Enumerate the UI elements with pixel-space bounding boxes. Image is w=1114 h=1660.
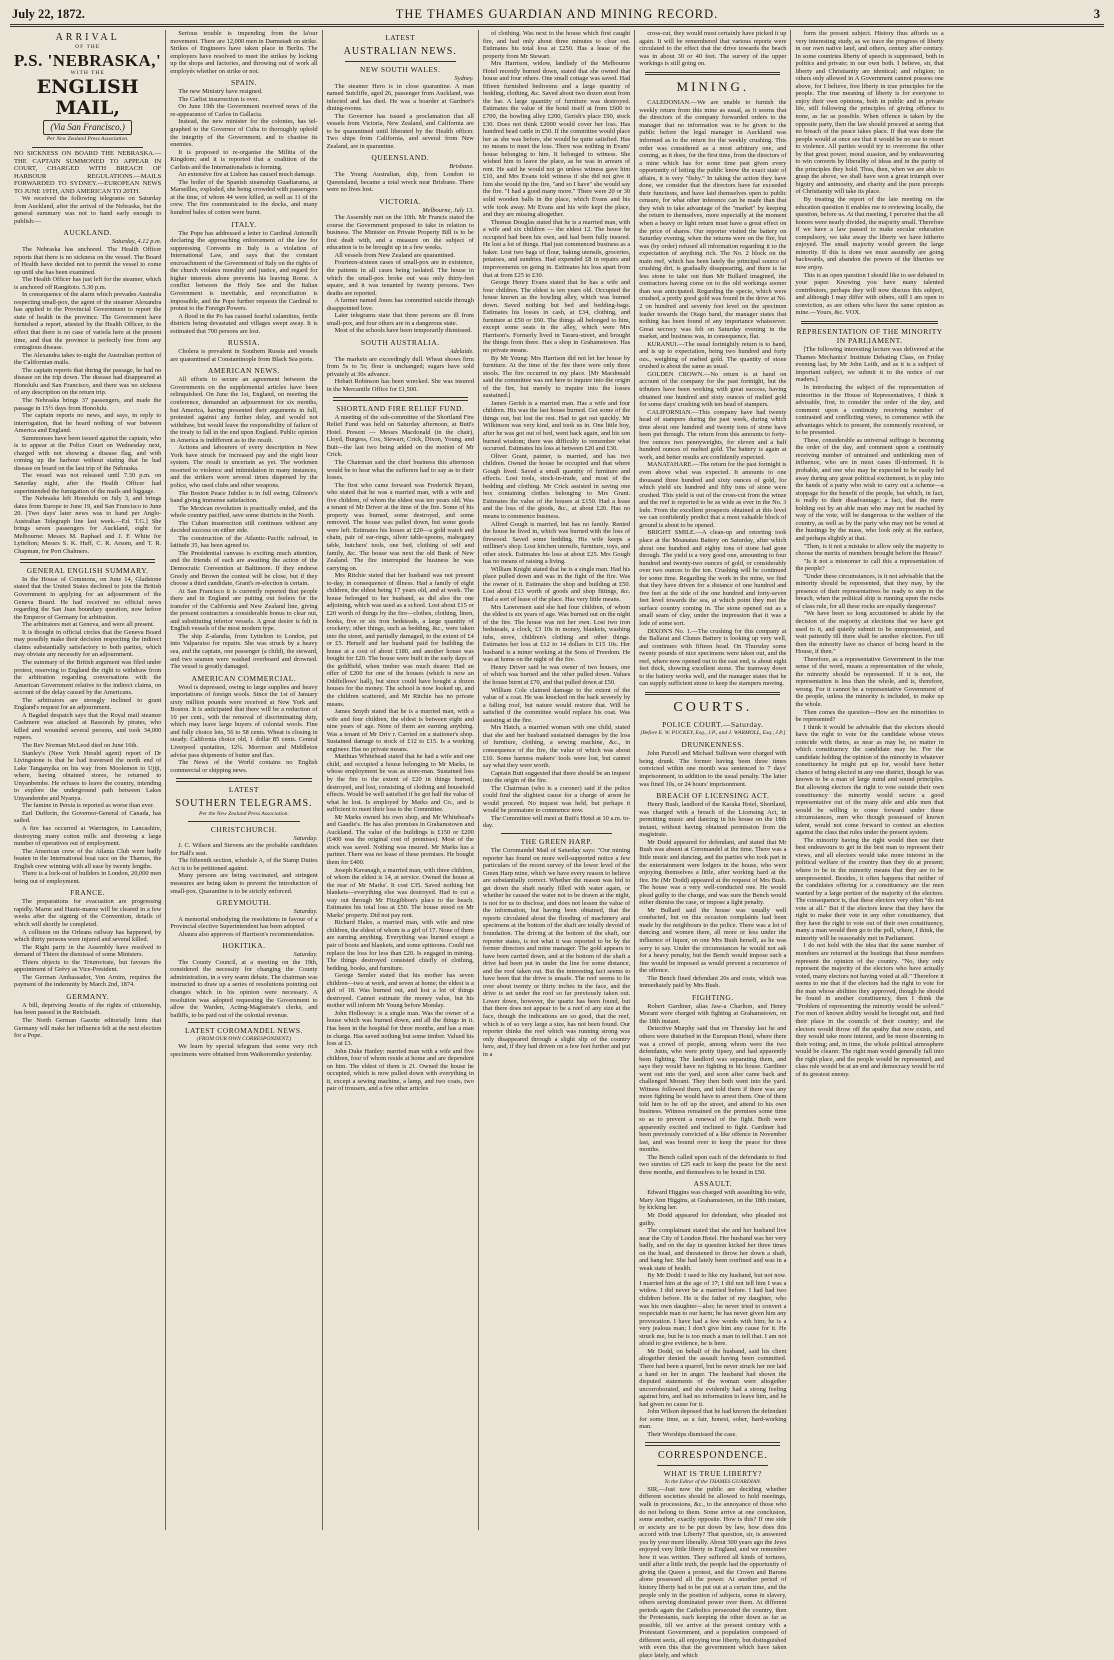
christchurch-dateline: Saturday. — [293, 834, 318, 842]
lecture-intro: [The following interesting lecture was delivered at the Thames Mechanics' Institute Debating Class, on Friday evening last, by Mr John Leith, and as it is a subject of important subject, we submit it to the notice of our readers.] — [795, 346, 944, 384]
divider — [657, 1465, 768, 1466]
auckland-paragraph: The captain reports no news, and says, in reply to interrogation, that he heard nothing of war between America and England. — [14, 412, 162, 435]
lecture-paragraph: "Is it not a misnomer to call this a representation of the people? — [795, 557, 944, 573]
southern-credit: Per the New Zealand Press Association. — [199, 810, 289, 817]
correspondence-title: CORRESPONDENCE. — [657, 1449, 768, 1461]
spain-paragraph: The new Ministry have resigned. — [178, 88, 263, 96]
france-paragraph: The Right party in the Assembly have resolved to demand of Thiers the dismissal of some Ministers. — [14, 943, 162, 959]
arrival-ship-name: P.S. 'NEBRASKA,' — [14, 51, 162, 70]
fire-relief-paragraph: A meeting of the sub-committee of the Shortland Fire Relief Fund was held on Saturday afternoon, at Butt's Hotel. Present — Messrs Macdonald (in the chair), Lloyd, Burgess, Cox, Stewart, Crick, Dixon, Young, and Butt—the last two being added on the motion of Mr Crick. — [326, 413, 474, 459]
south-australia-paragraph: Hobart Robinson has been wrecked. She was insured in the Mercantile Office for £1,500. — [326, 378, 474, 393]
mining-paragraph: KURANUI.—The usual fortnightly return is to hand, and is up to expectation, being two hundred and forty ozs., weighing of melted gold. The quantity of stone crushed is about the same as usual. — [639, 340, 787, 371]
letter-paragraph: By treating the report of the late meeting on the education question it enables me to reviewing locally, the question, before us. At that meeting, I perceive that the all honors were nearly divided, the majority small. Therefore if we have a law passed to make secular education compulsory, we take away the liberty we have hitherto enjoyed. The small majority would govern the large minority. If this is done we must assuredly are going backwards, and abandon the powers of the liberties we now enjoy. — [795, 196, 944, 271]
summary-paragraph: It is thought in official circles that the Geneva Board may possibly make their decision respecting the indirect claims substantially satisfactory to both parties, which may obviate any necessity for an adjournment. — [14, 628, 162, 659]
commercial-paragraph: Wool is depressed, owing to large supplies and heavy importations of foreign wools. Since the 1st of January sixty million pounds were received at New York and Boston. It is anticipated that there will be a reduction of 10 per cent., with the removal of discriminating duty, which may leave large buyers of colonial wools. Fine and fully choice lots, 56 to 58 cents. Wheat is closing in steady. California choice old, 1 dollar 85 cents. Central Liverpool quotation, 12¾. Morrison and Middleton advise pass shipments of butter and flax. — [170, 683, 318, 759]
fire-relief-paragraph: Matthias Whitehead stated that he had a wife and one child, and occupied a house belonging to Mr Marks, in whose employment he was as store-man. Sustained loss by the fire to the extent of £20 in things burned, destroyed, and lost, consisting of clothing and household effects. Would be well satisfied if he got half the value of what he lost. Is employed by Marks and Co., and is sufficient to meet their loss to the Committee. — [326, 753, 474, 814]
fire-relief-paragraph: Oliver Grant, painter, is married, and has two children. Owned the house he occupied and that where Gough lived. Saved a small quantity of furniture and effects. Lost tools, stock-in-trade, and most of the bedding and clothing. Mr Crick assisted in saving one box containing clothes belonging to Mrs Grant. Estimates the value of the houses at £150. Had a lease and the loss of the goods, &c., at about £20. Has no means to commence business. — [482, 452, 631, 520]
divider — [645, 692, 780, 696]
spain-title: SPAIN. — [231, 78, 257, 88]
france-paragraph: The German Ambassador, Von Arnim, requires the payment of the indemnity by March 2nd, 1874. — [14, 973, 162, 989]
arrival-of-the: OF THE — [75, 44, 101, 50]
mining-paragraph: GOLDEN CROWN.—No return is at hand on account of the company for the past fortnight, but the tributers have been working with great success, having obtained one hundred and sixty ounces of melted gold for some days' crushing with ten head of stampers. — [639, 370, 787, 409]
divider — [32, 147, 143, 148]
lecture-paragraph: Therefore, as a representative Government in the true sense of the word, means a representation of the whole, the minority should be represented. If it is not, the representation is less than the whole, and is, therefore, wrong. For it cannot be a representative Government of the people, unless the minority is included, to make up the whole. — [795, 655, 944, 708]
fire-relief-title: SHORTLAND FIRE RELIEF FUND. — [336, 403, 465, 413]
lecture-paragraph: "Then, is it not a mistake to allow only the majority to choose the merits of members brought before the House? — [795, 542, 944, 558]
american-paragraph: The Cuban insurrection still continues without any decided success on either side. — [170, 519, 318, 535]
mining-paragraph: CALEDONIAN.—We are unable to furnish the weekly return from this mine as usual, as it seems that the directors of the company forwarded orders to the manager that no information was to be given to the public before the legal manager in Auckland was informed as to the return for the weekly crushing. This order was considered as a most arbitrary one, and coming, as it does, for the first time, from the directors of a mine which has for some time past given every opportunity of letting the public know the exact state of affairs, it is very "fishy." In taking the action they have done, we consider that the directors have far exceeded their functions, and have laid themselves open to public censure, for what other inference can be made than that they wish to take advantage of the "market" by keeping the return to themselves, more especially at the moment when a heavy or light return must have a great effect on the price of shares. Our reporter visited the battery on Saturday evening, when the returns were on the fire, but was (by order) refused all information regarding it to the expectation of anything rich. The No. 2 block on the main reef, which has been lately the principal source of crushing dirt, is gradually disappearing, and there is far less stone to take out than Mr Bullard imagined, the contractors having come on to the old workings sooner than was anticipated. Regarding the specie, which were crushed, a pretty good gold was found in the drive at No. 2 on hundred and seventy feet level on the specimen leader towards the Otago band, the manager states that nothing has been found of any importance whatsoever. Great secrecy was felt on Saturday evening in the market, and business was, in consequence, flat. — [639, 99, 787, 341]
court-paragraph: Henry Bush, landlord of the Karaka Hotel, Shortland, was charged with a breach of the Licensing Act, in permitting music and dancing in his house on the 18th instant, without having obtained permission from the magistrate. — [639, 801, 787, 839]
victoria-paragraph: All vessels from New Zealand are quarantined. — [334, 251, 456, 259]
arrival-credit: Per New Zealand Press Association. — [46, 136, 129, 142]
column-4 — [479, 30, 635, 1530]
divider — [645, 1442, 780, 1446]
american-paragraph: The Presidential canvass is exciting much attention, and the friends of each are awaiting the action of the Democratic Convention at Baltimore. If they endorse Greely and Brown the contest will be close, but if they choose a third candidate, Grant's re-election is certain. — [170, 549, 318, 588]
greymouth-title: GREYMOUTH. — [216, 898, 272, 908]
italy-paragraph: The Pope has addressed a letter to Cardinal Antonelli declaring the approaching enforcement of the law for suppressing Convents in Italy is a violation of International Law, and says that the constant encroachment of the Government of Italy on the rights of the church violates morality and justice, and regard for higher interests alone prevents his leaving Rome. A conflict between the Holy See and the Italian Government is inevitable, and reconciliation is impossible, and the Pope further requests the Cardinal to protest to the Foreign Powers. — [170, 229, 318, 313]
victoria-title: VICTORIA. — [379, 196, 422, 206]
summary-paragraph: A fire has occurred at Warrington, in Lancashire, destroying many cotton mills and throwing a large number of operatives out of employment. — [14, 824, 162, 848]
summary-paragraph: Stanley's (New York Herald agent) report of Dr Livingstone is that he had traversed the north end of Lake Tanganyika on his way from Moolemon to Ujiji, where, having obtained stores, he returned to Unyanbembe. He refuses to leave the country, intending to explore the underground path between Lakes Unyandembe and Nyanya. — [14, 749, 162, 802]
lecture-paragraph: In introducing the subject of the representation of minorities in the House of Representatives, I think it advisable, first, to consider the order of the day, and comment upon a continuity receiving number of contrasted and conflicting views, to commence with the advantages which to present, the commonly received, or to be presented. — [795, 384, 944, 437]
mining-paragraph: MANATAHARE.—The return for the past fortnight is even above what was expected. It amounts to one thousand three hundred and sixty ounces of gold, for which yield six hundred and fifty tons of stone were crushed. This yield is out of the cross-cut from the winze and the reef is reported to be as wide as ever in the No. 3 lode. From the excellent prospects obtained at this level we can confidently predict that a most valuable block of ground is about to be opened. — [639, 461, 787, 529]
assault-title: ASSAULT. — [693, 1179, 733, 1189]
fire-relief-paragraph: The first who came forward was Frederick Bryant, who stated that he was a married man, with a wife and five children, of whom the eldest was ten years old. Was a tenant of Mr Driver at the time of the fire. Some of his property was burned, some destroyed, and some removed. The house was pulled down, but some goods were left. Estimates his losses at £20—a gold watch and chain, pair of ear-rings, silver table-spoons, mahogany table, butchers' tools, one bed, clothing of self and family, &c. The house was next the old Bank of New Zealand. The fire interrupted the business he was carrying on. — [326, 481, 474, 572]
court-paragraph: Mr Dodd appeared for defendant, and stated that Mr Bush was absent at Coromandel at the time. There was a little music and dancing, and the parties who took part in the entertainment were lodgers in the house, who were enjoying themselves a little, after working hard at the fire. He (Mr Dodd) appeared at the request of Mrs Bush. The house was a very well-conducted one. He would plead guilty to the charge, and was sure the Bench would either dismiss the case, or impose a light penalty. — [639, 838, 787, 907]
lecture-paragraph: I do not hold with the idea that the same number of members are returned at the hustings that these members represent the opinion of the country. "No, they only represent the majority of the electors who have actually voted, many electors not having voted at all." Therefore it seems to me that if the electors had the right to vote for the man whose abilities they approved, though he should be found in another constituency, then I think the "Problem of representing the minority would be solved." For men of known ability would be brought out, and find their place in the councils of their country; and the electors would throw off the apathy that now exists, and they would take more interest, and be more discerning in their voting; and, in time, the whole political atmosphere would be clearer. The right man would generally fall into the right place, and the people would be represented, and class rule would be at an end and democracy would be rid of its greatest enemy. — [795, 942, 944, 1078]
american-paragraph: All efforts to secure an agreement between the Governments on the supplemental articles have been relinquished. On June the 1st, England, on meeting the conference, demanded an adjournment for six months, but America, having presented their arguments in full, protested against any further delay, and would not withdraw, but would leave the responsibility of failure of the treaty to fall in the end upon England. Public opinion in America is indifferent as to the result. — [170, 376, 318, 444]
greymouth-paragraph: Ahaura also approves of Harrison's recommendation. — [178, 930, 315, 938]
courts-title: COURTS. — [673, 700, 753, 716]
auckland-paragraph: In consequence of the alarm which prevades Australia respecting small-pox, the agent of the steamer Alexandra has applied to the Provincial Government to report the state of health in the province. The Government have furnished a report, attested by the Health Officer, to the effect that there is no case of variola here at the present time, and that the province is perfectly free from any contagious disease. — [14, 291, 162, 352]
fire-relief-paragraph: Captain Butt suggested that there should be an inquest into the origin of the fire. — [482, 769, 631, 785]
south-australia-paragraph: The markets are exceedingly dull. Wheat shows firm from 5s to 5s; flour is unchanged; sugars have sold privately at 30s advance. — [326, 355, 474, 378]
column-3 — [323, 30, 479, 1530]
lecture-paragraph: These, considerable as universal suffrage is becoming the order of the day, and comment upon a continuity receiving number of untrained and unthinking men of influence, who are in most cases ill-informed. It is probable, and one who may be expected to be easily led away during any great political excitement, is to play into the hands of a party who wish to carry out a scheme—a stoppage for the benefit of the people, but which, in fact, is really to their disadvantage; a fact, that the mere holding out by an able man who may not be reached by way of the vote, will be dangerous to the welfare of the country, as well as by the party who may not be voted at the hustings by the mass, who look only at the surface, and perhaps slightly at that. — [795, 436, 944, 542]
latest-label: LATEST — [228, 784, 259, 794]
auckland-paragraph: The Nebraska brings 37 passengers, and made the passage in 15½ days from Honolulu. — [14, 396, 162, 412]
court-paragraph: Mr Dodd appeared for defendant, who pleaded not guilty. — [639, 1212, 787, 1227]
south-australia-dateline: Adelaide. — [449, 347, 474, 355]
nsw-paragraph: The Governor has issued a proclamation that all vessels from Victoria, New Zealand, and California are to be quarantined until liberated by the Health officer. Two ships from California, and several from New Zealand, are in quarantine. — [326, 112, 474, 150]
fire-relief-paragraph: The Chairman (who is a coroner) said if the police could find the slightest cause for a charge of arson he would proceed. No inquest was held, but perhaps it would be premature to commence now. — [482, 784, 631, 815]
issue-date: July 22, 1872. — [12, 7, 85, 21]
summary-paragraph: There is a lock-out of builders in London, 20,000 men being out of employment. — [14, 870, 162, 885]
hokitika-title: HOKITIKA. — [222, 941, 266, 951]
divider — [333, 397, 468, 401]
summary-paragraph: A Bagdad despatch says that the Royal mail steamer Cashmere was attacked at Bassorah by pirates, who killed and wounded several persons, and took 34,000 rupees. — [14, 711, 162, 742]
english-summary-title: GENERAL ENGLISH SUMMARY. — [26, 565, 149, 575]
france-paragraph: A collision on the Orleans railway has happened, by which thirty persons were injured and several killed. — [14, 928, 162, 944]
summary-paragraph: The arbitrators are strongly inclined to grant England's request for an adjournment. — [14, 696, 162, 712]
divider — [176, 778, 311, 782]
columns — [10, 30, 1104, 1659]
fire-relief-paragraph: John Duke Hanley: married man with a wife and five children, four of whom reside at home and are dependent on him. The eldest of them is 21. Owned the house he occupied, which is now pulled down with everything in it, except a sewing machine, a lamp, and two coats, two pair of trousers, and a few other articles — [326, 1047, 474, 1093]
auckland-paragraph: The Nebraska left Honolulu on July 3, and brings dates from Europe to June 19, and San Francisco to June 20. [Two days' later news was to hand per Anglo-Australian Telegraph line last week.—Ed. T.G.] She brings seven passengers for Auckland, eight for Melbourne: Messrs M. Raphael and J. F. White for Lyttelton; Messrs S. K. Huff, C. R. Arsom, and T. R. Chapman, for Port Chalmers. — [14, 495, 162, 555]
fire-relief-paragraph: Mrs Harrison, widow, landlady of the Melbourne Hotel recently burned down, stated that she owned that house and four others. One small cottage was saved. Had fifteen furnished bedrooms and a large quantity of bedding, clothing, &c. Saved about two dozen stout from the bar. A large quantity of furniture was destroyed. Estimates the value of the hotel itself at from £600 to £700, the bowling alley £200, Gerish's place £90, stock £30. Does not think £2000 would cover her loss. Has hundred head cattle in £50. If the committee would place her as she was before, she would be quite satisfied. Has no means to meet the loss. There was nothing in Evans' house belonging to him. It belonged to witness. She wished him to leave the place, as he was in arrears of rent. He said he would not go unless witness gave him £10, and Mrs Evans told witness if she did not give it him she would tip the fire, "and so I have" she would say the fire. "I had a good many more." There were 20 or 30 solid wooden balls in the place, which Evans and his wife took away. Mr Evans and his wife kept the place, and they are missing altogether. — [482, 60, 631, 219]
american-paragraph: The Boston Peace Jubilee is in full swing, Gilmore's band giving immense satisfaction. — [170, 489, 318, 505]
spain-paragraph: The Carlist insurrection is over. — [178, 95, 260, 103]
arrival-with-the: WITH THE — [70, 70, 105, 76]
fire-relief-paragraph: Mrs Ritchie stated that her husband was not present to-day, in consequence of illness. Had a family of eight children, the eldest being 17 years old, and at work. The house belonged to her husband, as did also the one adjoining, which was used as a school. Lost about £15 or £20 worth of things by the fire—clothes, clothing, linen, books, five or six iron bedsteads, a large quantity of crockery; other things, such as bedding, &c., were taken into the street, and partially damaged, to the extent of £4 or £5. Herself and her husband paid for building the house at a cost of about £180, and another house was bought for £20. The house were built in the early days of the goldfield, when timber was much dearer. Had an offer of £200 for one of the houses (which is now an Oddfellows' hall), but since could have bought a dozen houses for the money. The school is now looked up, and the children scattered, and Mr Ritchie has no private means. — [326, 572, 474, 708]
spain-paragraph: The boiler of the Spanish steamship Guadiarama, at Marseilles, exploded, she being crowded with passengers at the time, of whom 44 were killed, as well as 11 of the crew. The fire communicated to the docks, and many hundred bales of cotton were burnt. — [170, 178, 318, 217]
coromandel-news-title: LATEST COROMANDEL NEWS. — [184, 1026, 303, 1036]
column-1 — [10, 30, 166, 1530]
christchurch-paragraph: The fifteenth section, schedule A, of the Stamp Duties Act is to be petitioned against. — [170, 857, 318, 872]
south-australia-title: SOUTH AUSTRALIA. — [360, 337, 440, 347]
summary-paragraph: The summary of the British argument was filed under protest, reserving to England the right to withdraw from the arbitration regarding conversations with the American Government relative to the indirect claims, on account of the delay caused by the Americans. — [14, 658, 162, 697]
american-news-title: AMERICAN NEWS. — [207, 366, 280, 376]
masthead — [10, 6, 1104, 25]
germany-paragraph: A bill, depriving Jesuits of the rights of citizenship, has been passed in the Reichstadt. — [14, 1001, 162, 1017]
auckland-dateline: Saturday, 4.12 p.m. — [111, 238, 162, 246]
christchurch-paragraph: J. C. Wilson and Stevens are the probable candidates for Hall's seat. — [170, 842, 318, 857]
spain-paragraph: It is proposed to re-organise the Militia of the Kingdom; and it is reported that a coalition of the Carlists and the Internationalists is forming. — [170, 148, 318, 171]
police-court-before: [Before E. W. PUCKEY, Esq., J.P., and J. WARMOLL, Esq., J.P.] — [640, 730, 786, 737]
summary-paragraph: The Rev Norman McLeod died on June 16th. — [22, 741, 139, 749]
column-2 — [166, 30, 322, 1530]
coromandel-paragraph: We learn by special telegram that some very rich specimens were obtained from Waikoromiko yesterday. — [170, 1043, 318, 1058]
arrival-header — [14, 32, 161, 143]
column-5 — [635, 30, 791, 1659]
fire-relief-paragraph: Mrs Lawrensen said she had four children, of whom the eldest is six years of age. Was burned out on the night of the fire. The house was not her own. Lost two iron bedsteads, a clock, £3 10s in money, blankets, washing tubs, stove, children's clothing and other things. Estimates her loss at £12 to 14 dollars to £15 10s. Her husband is a miner working at the Sons of Freedom. He was at home on the night of the fire. — [482, 603, 631, 664]
green-harp-paragraph: cross-cut, they would most certainly have picked it up again. It will be remembered that various reports were circulated to the effect that the drive towards the beach was in about 30 or 40 feet. The survey of the upper workings is still going on. — [639, 30, 787, 68]
fire-relief-paragraph: Thomas Douglas stated that he is a married man, with a wife and six children — the eldest 12. The house he occupied had been his own, and had been fully insured. He lost a lot of things. Had just commenced business as a baker. Lost two bags of flour, baking utensils, groceries, potatoes, and sundries. Had expended £8 in repairs and improvements on going in. Estimates his loss apart from that at from £25 to £30. — [482, 218, 631, 279]
american-paragraph: Actions and labourers of every description in New York have struck for increased pay and the eight hour system. The result is uncertain as yet. The workmen resorted to violence and intimidation in many instances, and the strikers were several times dispersed by the police, who used clubs and other weapons. — [170, 444, 318, 489]
russia-title: RUSSIA. — [227, 338, 260, 348]
auckland-paragraph: The Alexandra takes to-night the Australian portion of the Californian mails. — [14, 351, 162, 367]
american-paragraph: The Mexican revolution is practically ended, and the whole country pacified, save some districts in the North. — [170, 504, 318, 520]
fire-relief-paragraph: George Henry Evans stated that he has a wife and four children. The eldest is ten years old. Occupied the house known as the bowling alley, which was burned down. Saved nothing but bed and bedding-bags. Estimates his losses in cash, at £34, clothing, and furniture at £50 or £60. The things all belonged to him, except some seats in the alley, which were Mrs Harrison's. Formerly lived in Tararu-street, and brought the things from there. Has a shop in Grahamstown. Has no private means. — [482, 279, 631, 354]
fire-relief-paragraph: The Chairman said the chief business this afternoon would be to hear what the sufferers had to say as to their losses. — [326, 459, 474, 482]
fire-relief-paragraph: Alfred Gough is married, but has no family. Rented the house he lived in, which was burned with the loss of firewood. Saved some bedding. His wife keeps a milliner's shop. Lost kitchen utensils, furniture, toys, and other stock. Estimates his loss at about £25. Mrs Gough has no means of raising a living. — [482, 520, 631, 566]
letter-paragraph: form the present subject. History thus affords us a very interesting study, as we trace the progress of liberty in our own native land, and others, century after century. In some countries liberty of speech is suppressed, both in politics and private; in our own both. I believe, sir, that liberty and Christianity are identical; and religion; in others only allowed in A Government cannot possess one above, for I believe, free liberty in true principles for the people. The true meaning of liberty is for everyone to enjoy their own opinions, both in public and in private life, still following the principles of giving offence to none, as far as possible. When offence is taken by the opposite party, then the law should proceed at seeing that no breach of the peace takes place. If that was done the people would at once see that it would be no use to resort to violence. All parties would try to overcome the other by that great power, moral suasion, and by endeavouring to win converts by liberality of ideas and in the purity of the principles they hold. Thus, then, when we are able to grasp the above, we shall have won a great triumph over bigotry and animosity, and charity and the pure precepts of Christianity will take its place. — [795, 30, 944, 196]
divider — [188, 821, 299, 822]
lecture-paragraph: Then comes the question—How are the minorities to be represented? — [795, 708, 944, 724]
summary-paragraph: The famine in Persia is reported as worse than ever. — [22, 802, 155, 810]
page-number: 3 — [1093, 7, 1100, 21]
summary-paragraph: The arbitrators met at Geneva, and were all present. — [22, 621, 155, 629]
fire-relief-paragraph: By Mr Young: Mrs Harrison did not let her house by furniture. At the time of the fire there were only three stools. The fire occurred in my place. [Mr Macdonald said the committee was not here to inquire into the origin of the fire, but merely to inquire into the losses sustained.] — [482, 354, 631, 400]
arrival-headline: NO SICKNESS ON BOARD THE NEBRASKA.—THE CAPTAIN SUMMONED TO APPEAR IN COURT, CHARGED WITH BREACH OF HARBOUR REGULATIONS.—MAILS FORWARDED TO SYDNEY.—EUROPEAN NEWS TO JUNE 19TH, AND AMERICAN TO 20TH. — [14, 150, 162, 195]
fire-relief-paragraph: George Semler stated that his mother has seven children—two at work, and seven at home; the eldest is a girl of 18. Was burned out, and lost a lot of things destroyed. Cannot estimate the money value, but his mother will inform Mr Young before Monday. — [326, 972, 474, 1010]
green-harp-paragraph: The Coromandel Mail of Saturday says: "Our mining reporter has found on more well-supported notice a few particulars of the recent survey of the lower level of the Green Harp mine, which we have every reason to believe are substantially correct. Whether the reason was bid to get down the shaft nearly filled with water again, or whether he caused the water not to be drawn at the night, is not for us to disclose, and does not lessen the value of the information, but having been obtained, that the reports circulated about the flooding of machinery and specimens at the bottom of the shaft are totally devoid of foundation. The driving at the bottom of the shaft, our reporter states, is not what it was reported to be by the former directors and mine manager. The gold appears to have been carried down, and at the bottom of the shaft a drive had been put in under the line for some distance, and the roof taken out. But the interesting fact seems to have been that the drive is unsafe. The reef seems to lie over about twenty or thirty inches in the face, and the drive is set under the roof so far previously taken out. Lower down, however, the quartz has been found, but that there does not appear to be a reef of any size at the face, though the indications are so good, that the reef, which is of so very large a size, has not been found. Our reporter thinks the reef which was running strong was only disappeared through a slight slip of the country here, and, if they had driven on a few feet further and put in a — [482, 846, 631, 1058]
court-paragraph: Robert Gardiner, alias Jaw-a Charlton, and Henry Morant were charged with fighting at Grahamstown, on the 18th instant. — [639, 1002, 787, 1025]
true-liberty-title: WHAT IS TRUE LIBERTY? — [663, 1468, 762, 1478]
coromandel-credit: (FROM OUR OWN CORRESPONDENT.) — [196, 1036, 292, 1043]
masthead-rule — [10, 26, 1104, 27]
divider — [345, 61, 456, 62]
fire-relief-paragraph: James Gerish is a married man. Has a wife and four children. His was the last house burned. Got some of the things out, but lost the rest. Had to get out quickly. Mr Wilkinson was very kind, and took us in. One little boy, after he was got out of bed, went back again, and his son burned wisdom; there was difficulty to remember what occurred. Estimates his loss at between £20 and £30. — [482, 399, 631, 453]
greymouth-paragraph: A memorial embodying the resolutions in favour of a Provincial elective Superintendent has been adopted. — [170, 915, 318, 931]
france-paragraph: Thiers objects to the Triumvirate, but favours the appointment of Grévy as Vice-President. — [14, 958, 162, 974]
american-paragraph: At San Francisco it is currently reported that people there and in England are putting out feelers for the transfer of the California and New Zealand line, giving the present contractors a considerable bonus to clear out, and substituting inferior vessels. A great desire is felt in English vessels of the most modern type. — [170, 587, 318, 633]
court-paragraph: Mr Dodd, on behalf of the husband, said his client altogether denied the assault having been committed. There had been a quarrel, but he never struck her nor laid a hand on her in anger. The husband had shown the disputed statements of the woman were altogether uncorroborated, and she evidently had a strong feeling against him, and had no information to leave him, and he had given no cause for it. — [639, 1347, 787, 1408]
divider — [801, 321, 937, 325]
green-harp-title: THE GREEN HARP. — [520, 836, 593, 846]
column-6 — [791, 30, 947, 1530]
lecture-paragraph: "We have been so long accustomed to abide by the decision of the majority at elections that we have got used to it, and quietly submit to be unrepresented, and wait patiently till there shall be another election. For till then the minority have no chance of being heard in the House, if then." — [795, 610, 944, 656]
auckland-paragraph: Summonses have been issued against the captain, who is to appear at the Police Court on Wednesday next, charged with not showing a disease flag, and with coming up the harbour without stating that he had disease on board on the last trip of the Nebraska. — [14, 434, 162, 472]
court-paragraph: John Wilson deposed that he had known the defendant for some time, as a fair, honest, sober, hard-working man. — [639, 1408, 787, 1431]
drunkenness-title: DRUNKENNESS. — [681, 740, 745, 750]
divider — [20, 559, 155, 563]
queensland-title: QUEENSLAND. — [371, 153, 430, 163]
court-paragraph: The complainant stated that she and her husband live near the City of London Hotel. Her husband was her very badly, and on the day in question kicked her three times on the head, and threatened to throw her down a shaft, and hang her. She had lately been confined and was in a weak state of health. — [639, 1227, 787, 1272]
christchurch-title: CHRISTCHURCH. — [210, 824, 278, 834]
nsw-title: NEW SOUTH WALES. — [360, 65, 441, 74]
court-paragraph: Detective Murphy said that on Thursday last he and others were disturbed in the European Hotel, where there was a crowd of people, among whom were the two defendants, who were pretty tipsey, and had apparently been fighting. The landlord was separating them, and says they would have no fighting in his house. Gardiner went out into the yard, and soon after came back and challenged Morant. They then both went into the yard. Witness followed them, and told them if there was any more fighting he would have to arrest them. One of them told him to be off up the street, and attend to his own business. Witness remained on the premises some time so as to prevent a renewal of the fight. Both were apparently excited and inclined to fight. Gardiner had been previously convicted of a like offence in November last, and was bound over to keep the peace for three months. — [639, 1025, 787, 1154]
auckland-paragraph: The Health Officer has just left for the steamer, which is anchored off Rangitoto. 5.30 p.m. — [14, 276, 162, 291]
fire-relief-paragraph: The Committee will meet at Butt's Hotel at 10 a.m. to-day. — [482, 814, 631, 830]
arrival-mail: ENGLISH MAIL, — [36, 76, 139, 119]
fire-relief-paragraph: Joseph Kavanagh, a married man, with three children, of whom the eldest is 14, at service. Owned the house at the rear of Mr Marks'. It cost £35. Saved nothing but blankets—everything else was destroyed. Had to cut a way out through Mr Fitzgibbon's place to the beach. Estimates his total loss at £50. The house stood on Mr Marks' property. Did not pay rent. — [326, 866, 474, 919]
court-paragraph: Mr Bullard said the house was usually well conducted, but on this occasion complaints had been made by the neighbours to the police. There was a lot of dancing and women there, all more or less under the influence of liquor, on one Mrs Bush herself, as he was sorry to say. Under the circumstances he would not ask for a heavy penalty, but the Bench would impose such a fine would be imposed as would prevent a recurrence of the offence. — [639, 906, 787, 975]
france-paragraph: The preparations for evacuation are progressing rapidly. Marne and Haute-marne will be cleared in a few weeks after the signing of the Convention, details of which will shortly be completed. — [14, 898, 162, 928]
mining-paragraph: BRIGHT SMILE.—A clean-up and retorting took place at the Moanatau Battery on Saturday, after which about one hundred and eighty tons of stone had gone through. The yield is a very good one, amounting to four hundred and twenty-two ounces of gold, or considerably over two ounces to the ton. Crushing will be continued for some time. Regarding the work in the mine, we find that they have driven for a distance of one hundred and five feet at the side of the one hundred and forty-seven feet level towards the sea, at which point they met the surface country coming in. The stone opened out as a small seam of clay, under the impression that it was a lode of some sort. — [639, 529, 787, 627]
latest-label: LATEST — [385, 33, 416, 42]
spain-paragraph: On June 19th the Government received news of the re-appearance of Carlos in Gallacia. — [170, 103, 318, 118]
nsw-paragraph: The steamer Hero is in close quarantine. A man named Sutcliffe, aged 26, passenger from Auckland, was infected and has died. He was a boarder at Gardner's dining-rooms. — [326, 82, 474, 113]
fire-relief-paragraph: Henry Driver said he was owner of two houses, one of which was burned and the other pulled down. Values the house burnt at £70, and that pulled down at £50. — [482, 663, 631, 687]
fire-relief-paragraph: Mr Marks owned his own shop, and Mr Whitehead's and Gaudie's. He has also premises in Grahamstown and Auckland. The value of the buildings is £150 or £200 (£400 was the original cost of premises). Most of the stock was saved. Nothing was insured. Mr Marks has a partner. There was no lease of these premises. He bought them for £400. — [326, 813, 474, 866]
police-court-title: POLICE COURT.—Saturday. — [662, 720, 764, 730]
victoria-paragraph: A farmer named Jones has committed suicide through disappointed love. — [326, 297, 474, 312]
greymouth-dateline: Saturday. — [293, 908, 318, 916]
italy-title: ITALY. — [231, 219, 257, 229]
american-commercial-title: AMERICAN COMMERCIAL. — [191, 673, 297, 683]
victoria-dateline: Melbourne, July 13. — [422, 206, 474, 214]
letter-paragraph: SIR,—Just now the public are deciding whether different societies should be allowed to hold meetings, walk in processions, &c., to the annoyance of those who do not belong to them. Some arrive at one conclusion, some another, exactly opposite. How is this? If one side or society are to be put down by law, how does this accord with true Liberty? That question, sir, is answered yea by your more liberally. About 300 years ago the Jews enjoyed very little liberty in England, and we remember how it was written. They suffered all kinds of tortures, until after a little truth, the people had the opportunity of giving the Queen a protest, and the Crown and Barons alone possessed all the power. At another period of history liberty had to be put out at a certain time, and the people only in the position of subjects, some in slavery, others serving dominated power over them. At different periods again the Catholics persecuted the country, then the Protestants, each keeping the other down as far as possible, till we arrive at the present century with a Protestant Government, and a population composed of different sects, all enjoying true liberty, but distinguished with even this that the government which have taken place lately, and which — [639, 1485, 787, 1659]
commercial-paragraph: The News of the World contains no English commercial or shipping news. — [170, 759, 318, 774]
victoria-paragraph: The Assembly met on the 10th. Mr Francis stated the course the Government proposed to take in relation to business. The Minister on Private Property Bill is to be first dealt with, and a measure on the subject of education is to be brought up in a few weeks. — [326, 214, 474, 252]
divider — [188, 1022, 299, 1023]
representation-title: REPRESENTATION OF THE MINORITY IN PARLIAMENT. — [796, 327, 943, 346]
court-paragraph: Edward Higgins was charged with assaulting his wife, Mary Ann Higgins, at Grahamstown, on the 18th instant, by kicking her. — [639, 1189, 787, 1212]
nsw-dateline: Sydney. — [454, 75, 474, 82]
france-title: FRANCE. — [70, 888, 106, 898]
germany-title: GERMANY. — [66, 991, 110, 1001]
fire-relief-paragraph: William Cole claimed damage to the extent of the value of a coat. He was knocked on the back severely by a falling roof, but nature would restore that. Will be satisfied if the committee would replace his coat. Was assisting at the fire. — [482, 686, 631, 724]
american-paragraph: The construction of the Atlantic-Pacific railroad, in latitude 35, has been agreed to. — [170, 534, 318, 550]
lecture-paragraph: "Under these circumstances, is it not advisable that the minority should be represented, that they may, by the presence of their representatives be ready to step in the breach, when the political ship is running upon the rocks of class rule, for all these rocks are equally dangerous? — [795, 572, 944, 610]
italy-paragraph: A flood in the Po has caused fearful calamities, fertile districts being devastated and villages swept away. It is estimated that 700 persons are lost. — [170, 312, 318, 335]
hokitika-dateline: Saturday. — [293, 951, 318, 959]
letter-paragraph: This is an open question I should like to see debated in your paper. Knowing you have many talented contributors, perhaps they will now discuss this subject, and although I may differ with others, still I am open to conviction, as are others who have the same opinion as mine.—Yours, &c. VOX. — [795, 271, 944, 317]
american-paragraph: The ship Z-alandia, from Lyttelton to London, put into Valparaiso for repairs. She was struck by a heavy sea, and the captain, one passenger (a child), the steward, and two seamen were washed overboard and drowned. The vessel is greatly damaged. — [170, 632, 318, 671]
christchurch-paragraph: Many persons are being vaccinated, and stringent measures are being taken to prevent the introduction of small-pox. Quarantine is to be strictly enforced. — [170, 872, 318, 895]
victoria-paragraph: Fourteen-sixteen cases of small-pox are in existence, the patients in all cases being isolated. The house in which the small-pox broke out was only thirty-feet square, and it was tenanted by twenty persons. Two deaths are reported. — [326, 259, 474, 297]
summary-paragraph: In the House of Commons, on June 14, Gladstone stated that the United States declined to join the British Government in applying for an adjournment of the Geneva Board. He had received no official news regarding the San Juan boundary question, now before the Emperor of Germany for arbitration. — [14, 575, 162, 621]
court-paragraph: Their Worships dismissed the case. — [647, 1430, 737, 1438]
queensland-dateline: Brisbane. — [449, 163, 474, 171]
letter-addressee: To the Editor of the THAMES GUARDIAN. — [664, 1478, 762, 1485]
spain-paragraph: An extensive fire at Lisbon has caused much damage. — [178, 171, 316, 179]
summary-paragraph: The American crew of the Atlanta Club were badly beaten in the International boat race on the Thames, the English crew winning with all ease by twenty lengths. — [14, 847, 162, 870]
strike-paragraph: Serious trouble is impending from the la'our movement. There are 12,000 men in Darmstadt on strike. Strikes of Engineers have taken place in Berlin. The employers have resolved to meet the strikes by locking up the shops and factories, and throwing out of work all employés whether on strike or not. — [170, 30, 318, 75]
divider — [501, 833, 612, 834]
southern-telegrams-title: SOUTHERN TELEGRAMS. — [175, 797, 313, 809]
divider — [645, 72, 780, 76]
fire-relief-paragraph: of clothing. Was next to the house which first caught fire, and had only about three minutes to clear out. Estimates his total loss at £250. Has a lease of the property from Mr Stewart. — [482, 30, 631, 60]
victoria-paragraph: Later telegrams state that three persons are ill from small-pox, and four others are in a dangerous state. — [326, 312, 474, 327]
mining-paragraph: DIXON'S No. 1.—The crushing for this company at the Ballarat and Clunes Battery is looking up very well, and continues with fifteen head. On Thursday some twenty pounds of nice specimens were taken out, and the reef, where now opened out to the east end, is about eight feet thick, showing excellent stone. The tramway down to the battery works well, and the manager states that he can supply sufficient stone to keep the stampers moving. — [639, 627, 787, 688]
court-paragraph: The Bench fined defendant 20s and costs, which was immediately paid by Mrs Bush. — [639, 974, 787, 990]
auckland-paragraph: The vessel was not released until 7.30 p.m. on Saturday night, after the Health Officer had superintended the fumigation of the mails and luggage. — [14, 472, 162, 495]
fighting-title: FIGHTING. — [691, 992, 734, 1002]
lecture-paragraph: The minority having the right would then use their best endeavours to get in the best man to represent their views, and all electors would take more interest in the political welfare of the country than they do at present; where to be in the minority means that they are to be unrepresented. Besides, it often happens that neither of the candidates offering for a constituency are the men wanted by a large portion of the majority of the electors. The consequence is, that these electors very often "do not vote at all." But if the electors knew that they have the right to make their vote in any other constituency, that they have the right to vote out of their own constituency, many a man would then go to the poll, where, I think, the minority will be reasonably met in Parliament. — [795, 836, 944, 942]
victoria-paragraph: Most of the schools have been temporarily dismissed. — [334, 327, 472, 335]
arrival-word: ARRIVAL — [55, 32, 120, 43]
australian-news-title: AUSTRALIAN NEWS. — [343, 46, 457, 57]
summary-paragraph: Earl Dufferin, the Governor-General of Canada, has sailed. — [14, 809, 162, 825]
fire-relief-paragraph: William Knight stated that he is a single man. Had his place pulled down and was in the fight of the fire. Was the owner of it. Estimates the shop and building at £50. Lost about £13 worth of goods and shop fittings, &c. Had a sort of lease of the place. Has very little means. — [482, 565, 631, 604]
fire-relief-paragraph: Richard Hales, a married man, with wife and nine children, the eldest of whom is a girl of 17. None of them are earning anything. Everything was burned except a pair of boots and blankets, and some spittoons. Could not replace the loss for less than £20. Is engaged in mining. The things destroyed consisted chiefly of clothing, bedding, books, and furniture. — [326, 919, 474, 972]
hokitika-paragraph: The County Council, at a meeting on the 19th, considered the necessity for changing the County administration, in a very warm debate. The chairman was instructed to draw up a series of resolutions pointing out changes which in his opinion were necessary. A resolution was adopted requesting the Government to allow the Warden, Acting-Magistrate's clerks, and bailiffs, to be paid out of the colonial revenue. — [170, 958, 318, 1019]
mining-title: MINING. — [676, 79, 750, 95]
auckland-title: AUCKLAND. — [63, 228, 112, 238]
newspaper-title: THE THAMES GUARDIAN AND MINING RECORD. — [395, 7, 719, 21]
arrival-intro: We received the following telegrams on Saturday from Auckland, after the arrival of the Nebraska, but the general summary was not to hand early enough to publish:— — [14, 195, 162, 225]
court-paragraph: By Mr Dodd: I used to like my husband, but not now. I married him at the age of 17; I did not tell him I was a widow. I did never be a married before. I had had two children before. He is the father of my daughter, who was his own daughter—also; he never tried to convert a respectable man to our harm; he has never given him any provocation. I have had a few words with him; he is a very jealous man; I don't give him any cause for it. He struck me, but he is too much a man to tell that. I am not afraid to give evidence, he is here. — [639, 1272, 787, 1348]
licensing-title: BREACH OF LICENSING ACT. — [656, 791, 770, 801]
fire-relief-paragraph: John Holloway: is a single man. Was the owner of a house which was burned down, and all the things in it. Has been in the hospital for three months, and has a man in charge. Has saved nothing but some timber. Valued his loss at £3. — [326, 1009, 474, 1048]
court-paragraph: The Bench called upon each of the defendants to find two sureties of £25 each to keep the peace for the next three months, and themselves to be bound in £50. — [639, 1153, 787, 1176]
auckland-paragraph: The captain reports that during the passage, he had no disease on the trip down. The disease had disappeared at Honolulu and San Francisco, and there was no sickness of any description on the return trip. — [14, 366, 162, 397]
queensland-paragraph: The Young Australian, ship, from London to Queensland, became a total wreck near Brisbane. There were no lives lost. — [326, 171, 474, 194]
fire-relief-paragraph: Mrs Hatch, a married woman with one child, stated that she and her husband sustained damages by the loss of furniture, clothing, a sewing machine, &c., in consequence of the fire, the value of which was about £10. Some harness makers' tools were lost, but cannot say what they were worth. — [482, 724, 631, 770]
fire-relief-paragraph: James Smyth stated that he is a married man, with a wife and four children, the eldest is between eight and nine years of age. None of them are earning anything. Was a tenant of Mr Driv r. Carried on a stationer's shop. Sustained damage to stock of £12 to £15. Is a working engineer. Has no private means. — [326, 708, 474, 753]
auckland-paragraph: The Nebraska has anchored. The Health Officer reports that there is no sickness on the vessel. The Board of Health have decided not to permit the vessel to come up until she has been examined. — [14, 246, 162, 276]
lecture-paragraph: I think it would be advisable that the electors should have the right to vote for the candidate whose views coincide with theirs, as near as may be, no matter in which constituency the candidate may be. For the candidate holding the opinion of the minority in whatever constituency he might put up for, would have better chance of being elected in any one district, though he was known to be a man of large mind and sound principles. But allowing electors the right to vote outside their own constituency the minority would secure a good representative out of the many able and able men that would be willing to come forward under these circumstances, men who though possessed of known talent, would not come forward to contest an election against the class that rules under the present system. — [795, 723, 944, 837]
mining-paragraph: CALIFORNIAN.—This company have had twenty head of stampers during the past week, during which time about one hundred and twenty tons of stone have been put through. The return from this amounts to forty-five ounces two pennyweights, for eleven and a half hundred ounces of melted gold. The battery is again at work, and better results are confidently expected. — [639, 408, 787, 461]
arrival-via: (Via San Francisco.) — [43, 120, 132, 135]
court-paragraph: John Purcell and Michael Sullivan were charged with being drunk. The former having been three times convicted within one month was sentenced to 7 days' imprisonment, in addition to the usual penalty. The latter was fined 10s, or 24 hours' imprisonment. — [639, 750, 787, 788]
spain-paragraph: Instead, the new minister for the colonies, has tel-graphed to the Governor of Cuba to thoroughly uphold the integrity of the Government, and to chastise its enemies. — [170, 118, 318, 149]
germany-paragraph: The North German Gazette editorially hints that Germany will make her influence felt at the next election for a Pope. — [14, 1017, 162, 1040]
russia-paragraph: Cholera is prevalent in Southern Russia and vessels are quarantined at Constantinople from Black Sea ports. — [170, 348, 318, 363]
